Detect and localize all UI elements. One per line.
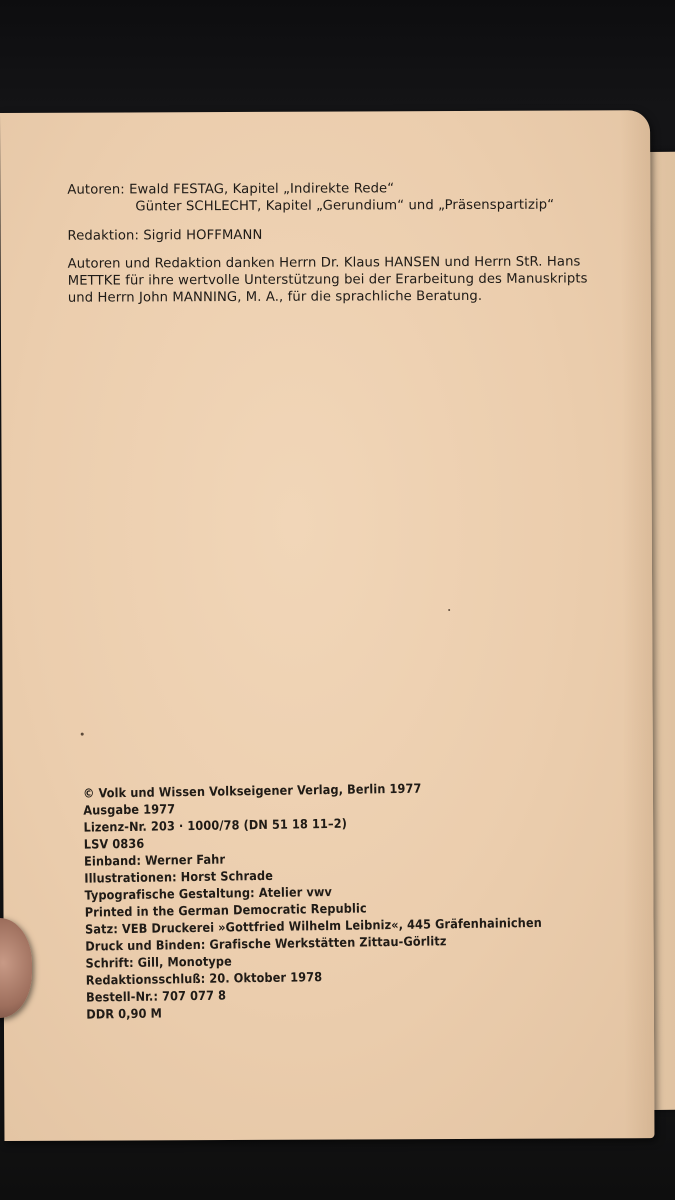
paper-speck xyxy=(81,733,84,736)
imprint-order-number: Bestell-Nr.: 707 077 8 xyxy=(85,987,227,1005)
acknowledgement-line-3: und Herrn John MANNING, M. A., für die sprachliche Beratung. xyxy=(67,288,483,306)
acknowledgement-block xyxy=(68,253,588,306)
imprint-block xyxy=(83,778,543,1023)
imprint-deadline: Redaktionsschluß: 20. Oktober 1978 xyxy=(85,969,323,988)
imprint-typography: Typografische Gestaltung: Atelier vwv xyxy=(84,883,333,903)
imprint-printed-in: Printed in the German Democratic Republic xyxy=(84,900,367,920)
credits-block xyxy=(67,180,554,245)
authors-line-1: Autoren: Ewald FESTAG, Kapitel „Indirekte Rede“ xyxy=(67,181,395,198)
imprint-license: Lizenz-Nr. 203 · 1000/78 (DN 51 18 11–2) xyxy=(83,815,348,835)
imprint-lsv: LSV 0836 xyxy=(83,835,145,852)
imprint-printing: Druck und Binden: Grafische Werkstätten Zittau-Görlitz xyxy=(85,933,447,954)
authors-line-2: Günter SCHLECHT, Kapitel „Gerundium“ und „Präsenspartizip“ xyxy=(135,197,555,215)
imprint-typesetting: Satz: VEB Druckerei »Gottfried Wilhelm Leibniz«, 445 Gräfenhainichen xyxy=(84,914,542,937)
imprint-illustrations: Illustrationen: Horst Schrade xyxy=(84,867,274,886)
acknowledgement-line-2: METTKE für ihre wertvolle Unterstützung bei der Erarbeitung des Manuskripts xyxy=(67,271,588,289)
imprint-price: DDR 0,90 M xyxy=(86,1005,163,1022)
imprint-edition: Ausgabe 1977 xyxy=(83,801,176,818)
imprint-copyright: © Volk und Wissen Volkseigener Verlag, Berlin 1977 xyxy=(82,780,422,801)
acknowledgement-line-1: Autoren und Redaktion danken Herrn Dr. Klaus HANSEN und Herrn StR. Hans xyxy=(67,254,581,272)
imprint-font: Schrift: Gill, Monotype xyxy=(85,953,232,971)
imprint-binding: Einband: Werner Fahr xyxy=(83,851,226,869)
paper-speck xyxy=(448,609,450,611)
book-page xyxy=(0,110,654,1141)
editor-line: Redaktion: Sigrid HOFFMANN xyxy=(67,227,263,244)
